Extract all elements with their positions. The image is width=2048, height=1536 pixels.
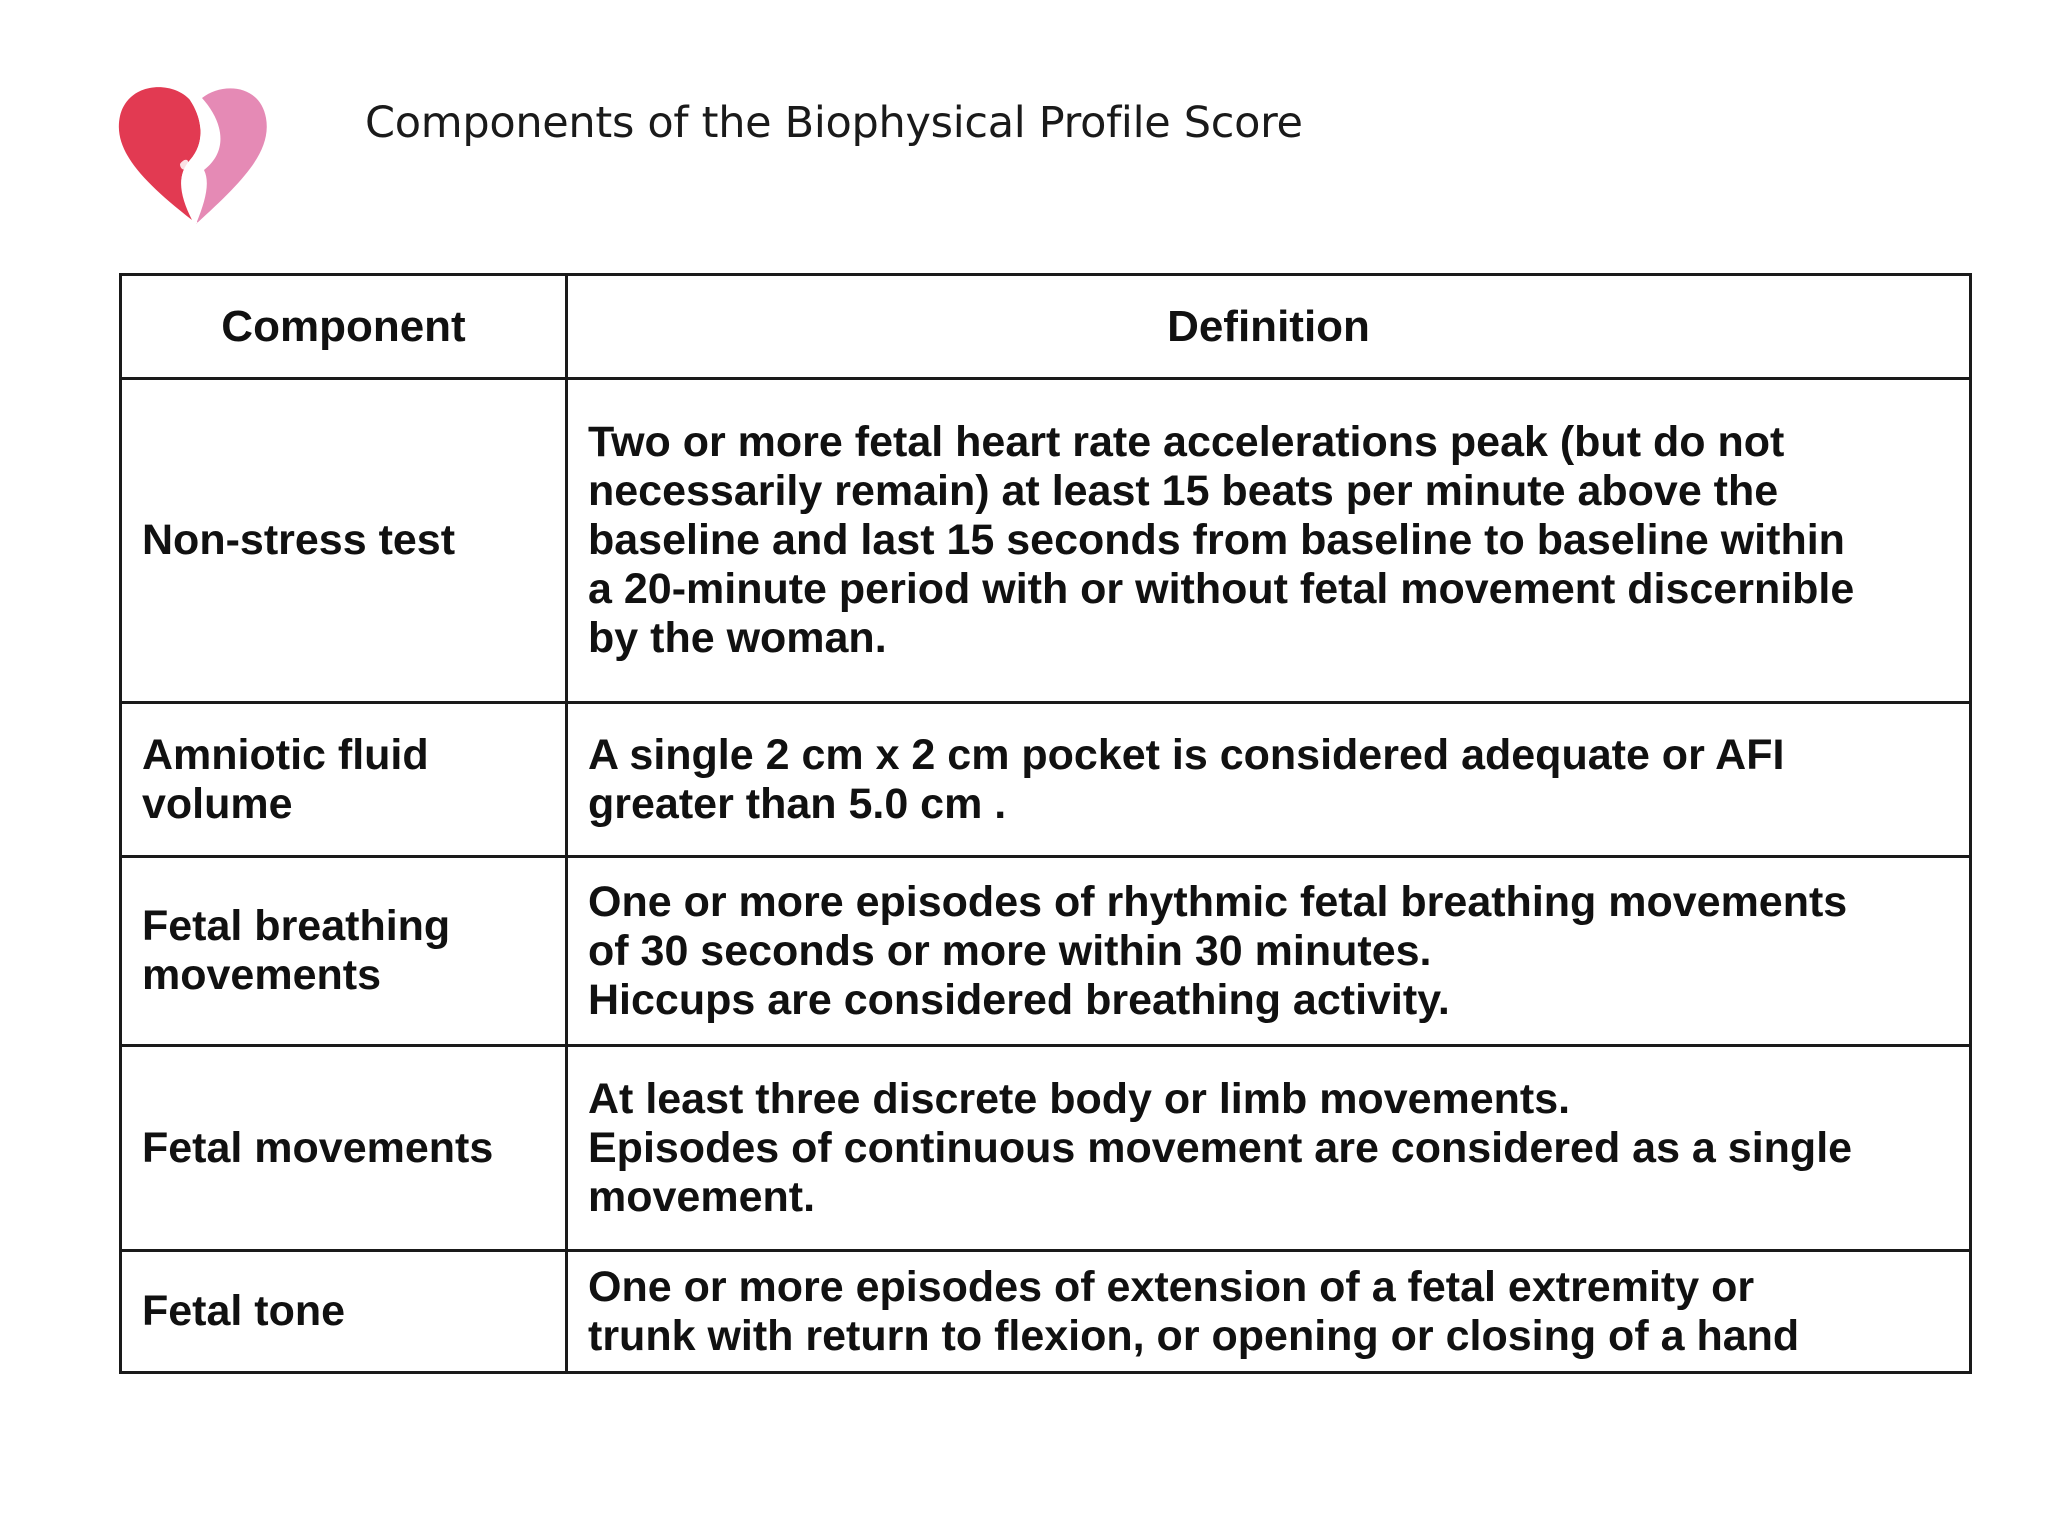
definition-cell: Two or more fetal heart rate accelerations peak (but do not necessarily remain) at least 15 beats per minute above the baseline and last 15 seconds from baseline to baseline within a 20-minute period with or without fetal movement discernible by the woman. [567,379,1971,703]
definition-cell: One or more episodes of rhythmic fetal breathing movements of 30 seconds or more within 30 minutes. Hiccups are considered breathing activity. [567,857,1971,1046]
biophysical-profile-table [119,273,1972,1374]
heart-logo-right-lobe [196,88,267,224]
definition-cell: At least three discrete body or limb movements. Episodes of continuous movement are considered as a single movement. [567,1046,1971,1251]
table-row [121,1251,1971,1373]
table-row [121,1046,1971,1251]
component-cell: Fetal tone [121,1251,567,1373]
table-header-row [121,275,1971,379]
table-row [121,379,1971,703]
table-row [121,703,1971,857]
table-row [121,857,1971,1046]
header-definition: Definition [567,275,1971,379]
slide-title: Components of the Biophysical Profile Score [365,98,1303,148]
component-cell: Fetal breathing movements [121,857,567,1046]
component-cell: Amniotic fluid volume [121,703,567,857]
header-component: Component [121,275,567,379]
definition-cell: A single 2 cm x 2 cm pocket is considered adequate or AFI greater than 5.0 cm . [567,703,1971,857]
heart-logo-icon [110,78,275,228]
component-cell: Fetal movements [121,1046,567,1251]
component-cell: Non-stress test [121,379,567,703]
definition-cell: One or more episodes of extension of a fetal extremity or trunk with return to flexion, or opening or closing of a hand [567,1251,1971,1373]
